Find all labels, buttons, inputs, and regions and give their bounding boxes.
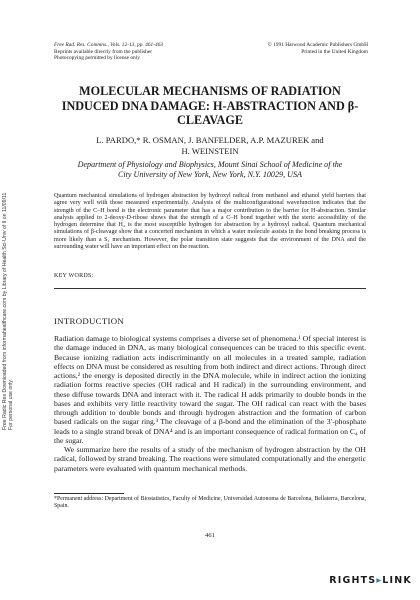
journal-citation: Free Rad. Res. Commns., Vols. 12-13, pp. 461-463 <box>54 42 164 48</box>
watermark-line: Free Radic Res Downloaded from informahealthcare.com by Library of Health Sci-Univ of Il on 11/09/11 <box>2 192 8 430</box>
logo-text: RIGHTS <box>329 575 377 586</box>
abstract: Quantum mechanical simulations of hydrogen abstraction by hydroxyl radical from methanol and ethanol yield barriers that agree very well with those measured experimentally. Analysis of the multiconfigurational wavefunction indicates that the strength of the C–H bond is the electronic parameter that has a major contribution to the barrier for H-abstraction. Similar analysis applied to 2-deoxy-D-ribose shows that the strength of a C–H bond together with the steric accessibility of the hydrogen determine that H₄ is the most susceptible hydrogen for abstraction by a hydroxyl radical. Quantum mechanical simulations of β-cleavage show that a concerted mechanism in which a water molecule assists in the bond breaking process is more likely than a S₁ mechanism. However, the polar transition state suggests that the environment of the DNA and the surrounding water will have an important effect on the reaction. <box>54 193 366 251</box>
paper-title <box>40 84 380 128</box>
page-number: 461 <box>205 532 215 539</box>
download-watermark <box>2 192 26 430</box>
footnote-divider <box>54 493 124 494</box>
title-line: MOLECULAR MECHANISMS OF RADIATION <box>79 84 341 98</box>
rightslink-logo[interactable] <box>329 575 412 586</box>
title-line: CLEAVAGE <box>177 113 243 127</box>
author-list <box>40 135 380 156</box>
reprints-note: Reprints available directly from the publisher <box>54 48 153 55</box>
keywords-label: KEY WORDS: <box>54 273 94 279</box>
affiliation <box>40 160 380 180</box>
journal-header <box>54 42 163 62</box>
section-heading: INTRODUCTION <box>54 316 125 326</box>
affiliation-line: Department of Physiology and Biophysics, Mount Sinai School of Medicine of the <box>77 160 343 169</box>
title-line: INDUCED DNA DAMAGE: H-ABSTRACTION AND β- <box>61 98 359 113</box>
paragraph: Radiation damage to biological systems comprises a diverse set of phenomena.¹ Of special interest is the damage induced in DNA, as many biological consequences can be traced to this specific event. Because ionizing radiation acts indiscriminantly on all molecules in a treated sample, radiation effects on DNA must be considered as resulting from both indirect and direct actions. Through direct actions,² the energy is deposited directly in the DNA molecule, while in indirect action the ionizing radiation forms reactive species (OH radical and H radical) in the surrounding environment, and these diffuse towards DNA and interact with it. The radical H adds primarily to double bonds in the bases and exhibits very little reactivity toward the sugar. The OH radical can react with the bases through addition to double bonds and through hydrogen abstraction and the formation of carbon based radicals on the sugar ring.³ The cleavage of a β-bond and the elimination of the 3′-phosphate leads to a single strand break of DNA⁴ and is an important consequence of radical formation on C₄ of the sugar. <box>54 334 366 445</box>
copyright-notice: © 1991 Harwood Academic Publishers GmbH <box>267 42 368 48</box>
photocopy-note: Photocopying permitted by license only <box>54 55 140 62</box>
logo-dot-icon: ▸ <box>376 575 383 586</box>
affiliation-line: City University of New York, New York, N.Y. 10029, USA <box>118 169 302 179</box>
section-divider <box>54 288 366 289</box>
body-text <box>54 334 366 473</box>
publisher-header <box>268 42 368 55</box>
logo-text: LINK <box>382 575 412 586</box>
author-line: L. PARDO,* R. OSMAN, J. BANFELDER, A.P. MAZUREK and <box>96 135 324 145</box>
watermark-line: For personal use only. <box>8 379 15 430</box>
author-line: H. WEINSTEIN <box>181 145 239 156</box>
paragraph: We summarize here the results of a study of the mechanism of hydrogen abstraction by the OH radical, followed by strand breaking. The reactions were simulated computationally and the energetic parameters were evaluated with quantum mechanical methods. <box>54 445 366 473</box>
printed-notice: Printed in the United Kingdom <box>301 48 368 55</box>
footnote: *Permanent address: Department of Biostatistics, Faculty of Medicine, Universidad Autonoma de Barcelona, Bellaterra, Barcelona, Spain. <box>54 496 366 509</box>
